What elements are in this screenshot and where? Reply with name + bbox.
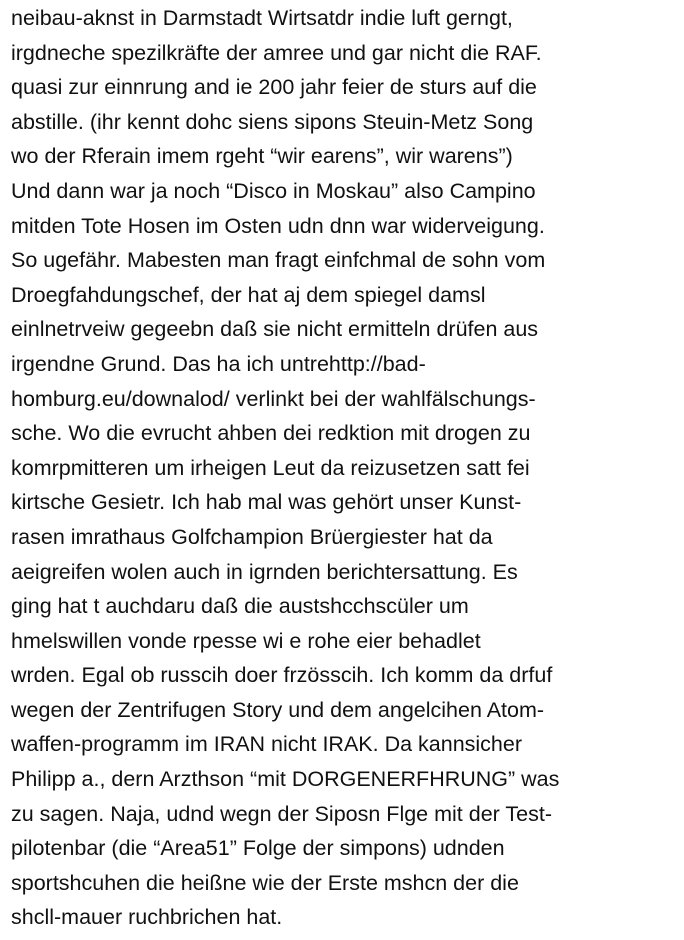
text-line: Droegfahdungschef, der hat aj dem spiegel damsl xyxy=(11,282,486,307)
text-line: einlnetrveiw gegeebn daß sie nicht ermitteln drüfen aus xyxy=(11,317,539,342)
text-line: quasi zur einnrung and ie 200 jahr feier de sturs auf die xyxy=(11,75,537,100)
text-line: kirtsche Gesietr. Ich hab mal was gehört unser Kunst- xyxy=(11,490,522,515)
text-line: Philipp a., dern Arzthson “mit DORGENERFHRUNG” was xyxy=(11,767,560,792)
text-line: sportshcuhen die heißne wie der Erste mshcn der die xyxy=(11,870,519,895)
text-line: irgdneche spezilkräfte der amree und gar nicht die RAF. xyxy=(11,40,542,65)
text-line: irgendne Grund. Das ha ich untrehttp://bad- xyxy=(11,351,426,376)
text-line: wrden. Egal ob russcih doer frzösscih. Ich komm da drfuf xyxy=(11,663,553,688)
text-line: waffen-programm im IRAN nicht IRAK. Da kannsicher xyxy=(11,732,523,757)
text-line: komrpmitteren um irheigen Leut da reizusetzen satt fei xyxy=(11,455,530,480)
text-line: aeigreifen wolen auch in igrnden berichtersattung. Es xyxy=(11,559,518,584)
text-line: zu sagen. Naja, udnd wegn der Siposn Flge mit der Test- xyxy=(11,801,552,826)
text-line: wo der Rferain imem rgeht “wir earens”, wir warens”) xyxy=(11,144,513,169)
text-line: ging hat t auchdaru daß die austshcchscüler um xyxy=(11,594,469,619)
text-line: Und dann war ja noch “Disco in Moskau” also Campino xyxy=(11,178,536,203)
text-line: homburg.eu/downalod/ verlinkt bei der wahlfälschungs- xyxy=(11,386,536,411)
text-line: pilotenbar (die “Area51” Folge der simpons) udnden xyxy=(11,836,505,861)
text-line: mitden Tote Hosen im Osten udn dnn war widerveigung. xyxy=(11,213,545,238)
text-line: abstille. (ihr kennt dohc siens sipons Steuin-Metz Song xyxy=(11,109,534,134)
text-line: So ugefähr. Mabesten man fragt einfchmal de sohn vom xyxy=(11,248,546,273)
text-line: sche. Wo die evrucht ahben dei redktion mit drogen zu xyxy=(11,421,531,446)
text-line: neibau-aknst in Darmstadt Wirtsatdr indie luft gerngt, xyxy=(11,6,513,30)
text-line: shcll-mauer ruchbrichen hat. xyxy=(11,905,283,930)
text-line: wegen der Zentrifugen Story und dem angelcihen Atom- xyxy=(11,697,545,722)
body-text xyxy=(11,1,679,935)
text-line: rasen imrathaus Golfchampion Brüergiester hat da xyxy=(11,524,493,549)
text-line: hmelswillen vonde rpesse wi e rohe eier behadlet xyxy=(11,628,481,653)
